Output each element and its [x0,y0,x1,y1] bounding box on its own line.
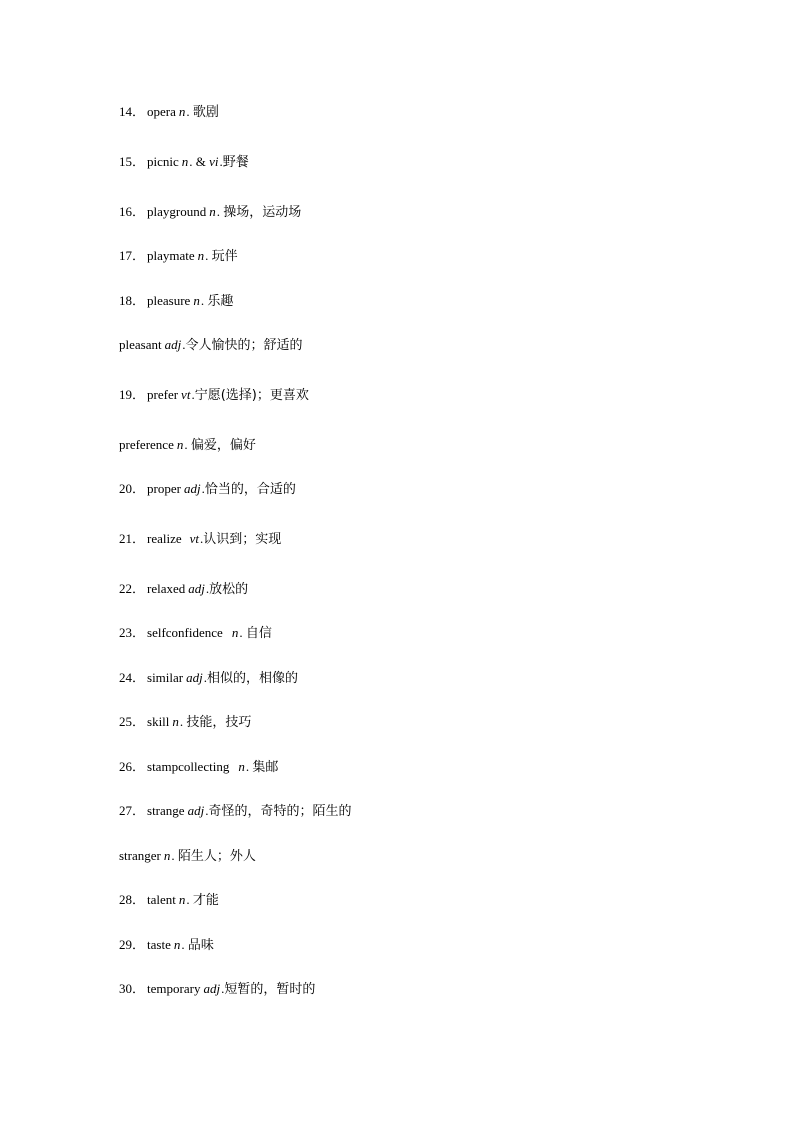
entry-separator: . [179,714,184,729]
entry-part-of-speech: n [163,848,171,863]
vocab-entry-strange [119,803,351,820]
entry-part-of-speech: adj [183,481,201,496]
entry-word: preference [119,437,174,452]
entry-word: temporary [147,981,201,996]
entry-definition: 宁愿(选择)；更喜欢 [194,388,309,403]
entry-definition: 自信 [245,626,272,641]
entry-word: proper [147,481,181,496]
entry-part-of-speech: n [173,937,181,952]
entry-definition: 偏爱，偏好 [190,438,256,453]
entry-definition: 技能，技巧 [186,715,252,730]
vocab-entry-pleasure [119,293,233,310]
entry-part-of-speech: adj [188,581,205,596]
vocab-entry-stampcollecting [119,759,278,776]
entry-number: 24． [119,670,146,685]
entry-separator-2: . [219,154,223,169]
vocab-entry-playground [119,204,301,221]
entry-definition: 野餐 [222,155,249,170]
entry-word: selfconfidence [147,625,223,640]
entry-number: 22． [119,581,146,596]
vocab-entry-taste [119,937,214,954]
entry-word: taste [147,937,171,952]
vocab-entry-preference [119,437,256,454]
entry-word: prefer [147,387,179,402]
entry-number: 27． [119,803,146,818]
entry-definition: 恰当的，合适的 [204,482,296,497]
vocab-entry-stranger [119,848,256,865]
entry-number: 28． [119,892,146,907]
entry-separator: . [205,248,209,263]
entry-part-of-speech: n [181,154,189,169]
vocab-entry-talent [119,892,219,909]
entry-separator: . [216,204,220,219]
entry-part-of-speech: n [209,204,216,219]
entry-number: 26． [119,759,146,774]
entry-definition: 操场，运动场 [223,205,302,220]
entry-part-of-speech: vt [181,387,191,402]
vocab-entry-realize [119,531,281,548]
entry-definition: 相似的，相像的 [207,671,299,686]
entry-definition: 品味 [187,938,214,953]
entry-number: 15． [119,154,146,169]
entry-separator: . [205,581,210,596]
entry-word: picnic [147,154,179,169]
vocab-entry-temporary [119,981,315,998]
entry-separator: . [239,625,243,640]
entry-definition: 放松的 [209,582,249,597]
entry-word: talent [147,892,176,907]
entry-separator: . [191,387,195,402]
entry-number: 21． [119,531,146,546]
entry-definition: 集邮 [252,760,279,775]
entry-part-of-speech: adj [186,670,203,685]
entry-separator: . [245,759,250,774]
entry-number: 16． [119,204,146,219]
entry-part-of-speech-2: vi [209,154,219,169]
entry-number: 18． [119,293,146,308]
vocab-entry-picnic [119,154,249,171]
entry-part-of-speech: adj [187,803,205,818]
entry-number: 14． [119,104,146,119]
entry-separator: . & [189,154,210,169]
entry-number: 23． [119,625,146,640]
vocab-entry-similar [119,670,298,687]
vocab-entry-selfconfidence [119,625,272,642]
entry-part-of-speech: n [178,892,186,907]
entry-separator: . [184,437,188,452]
vocab-entry-proper [119,481,296,498]
entry-number: 29． [119,937,146,952]
entry-word: pleasure [147,293,191,308]
entry-part-of-speech: n [178,104,186,119]
vocab-entry-relaxed [119,581,248,598]
entry-definition: 玩伴 [211,249,238,264]
entry-definition: 奇怪的，奇特的；陌生的 [208,804,352,819]
entry-word: stranger [119,848,161,863]
vocab-entry-prefer [119,387,309,404]
entry-separator: . [200,531,204,546]
entry-number: 17． [119,248,146,263]
entry-word: playground [147,204,207,219]
entry-separator: . [221,981,225,996]
entry-number: 19． [119,387,146,402]
entry-number: 30． [119,981,146,996]
entry-separator: . [171,848,175,863]
entry-word: playmate [147,248,195,263]
vocab-entry-opera [119,104,219,121]
entry-definition: 陌生人；外人 [177,849,256,864]
entry-word: skill [147,714,170,729]
entry-word: relaxed [147,581,186,596]
entry-separator: . [201,481,205,496]
entry-part-of-speech: adj [164,337,182,352]
entry-part-of-speech: n [197,248,205,263]
entry-part-of-speech: adj [203,981,221,996]
entry-definition: 令人愉快的；舒适的 [185,338,303,353]
entry-word: opera [147,104,176,119]
entry-word: strange [147,803,185,818]
entry-part-of-speech: vt [189,531,200,546]
entry-part-of-speech: n [176,437,184,452]
entry-definition: 短暂的，暂时的 [224,982,316,997]
entry-part-of-speech: n [172,714,179,729]
entry-part-of-speech: n [238,759,245,774]
entry-number: 20． [119,481,146,496]
entry-definition: 才能 [192,893,219,908]
entry-number: 25． [119,714,146,729]
entry-separator: . [186,892,190,907]
entry-separator: . [200,293,205,308]
entry-definition: 乐趣 [207,294,234,309]
entry-word: realize [147,531,182,546]
vocab-entry-pleasant [119,337,302,354]
entry-separator: . [205,803,209,818]
entry-definition: 歌剧 [192,105,219,120]
entry-word: similar [147,670,184,685]
entry-part-of-speech: n [231,625,239,640]
entry-word: stampcollecting [147,759,230,774]
entry-separator: . [181,937,185,952]
entry-definition: 认识到；实现 [203,532,282,547]
entry-word: pleasant [119,337,162,352]
entry-separator: . [203,670,207,685]
vocab-entry-skill [119,714,251,731]
vocab-entry-playmate [119,248,238,265]
entry-separator: . [186,104,190,119]
entry-part-of-speech: n [193,293,200,308]
entry-separator: . [182,337,186,352]
